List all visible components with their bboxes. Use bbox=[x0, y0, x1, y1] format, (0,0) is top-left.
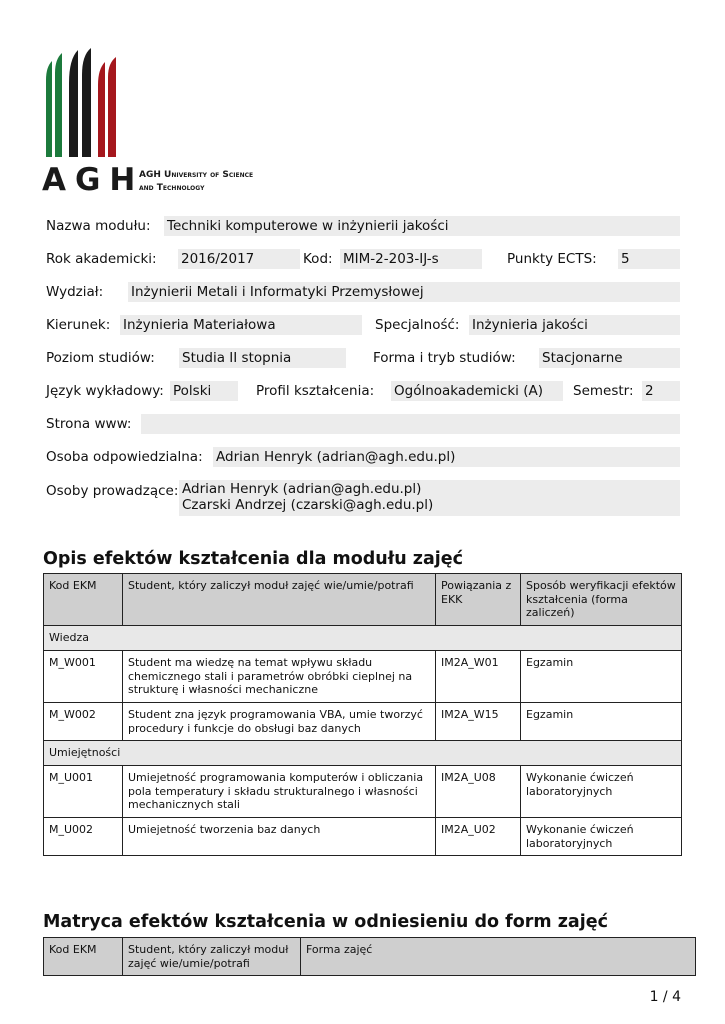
logo-university-line2: and Technology bbox=[139, 183, 205, 193]
table-row bbox=[44, 703, 682, 741]
section-label: Wiedza bbox=[44, 626, 682, 651]
academic-year-label: Rok akademicki: bbox=[46, 251, 157, 267]
academic-year-value: 2016/2017 bbox=[178, 249, 300, 269]
study-mode-label: Forma i tryb studiów: bbox=[373, 350, 516, 366]
header-cell: Student, który zaliczył moduł zajęć wie/umie/potrafi bbox=[123, 938, 301, 976]
header-cell: Sposób weryfikacji efektów kształcenia (forma zaliczeń) bbox=[521, 574, 682, 626]
study-mode-value: Stacjonarne bbox=[539, 348, 680, 368]
outcome-desc: Student zna język programowania VBA, umie tworzyć procedury i funkcje do obsługi baz danych bbox=[123, 703, 436, 741]
faculty-label: Wydział: bbox=[46, 284, 104, 300]
matrix-title: Matryca efektów kształcenia w odniesieniu do form zajęć bbox=[43, 912, 608, 932]
code-label: Kod: bbox=[303, 251, 333, 267]
section-row-skills bbox=[44, 741, 682, 766]
ects-value: 5 bbox=[618, 249, 680, 269]
outcome-code: M_W001 bbox=[44, 651, 123, 703]
agh-logo-emblem bbox=[42, 45, 132, 165]
logo-university-line1: AGH University of Science bbox=[139, 170, 254, 180]
teacher-item: Czarski Andrzej (czarski@agh.edu.pl) bbox=[182, 497, 434, 513]
outcome-link: IM2A_W15 bbox=[436, 703, 521, 741]
semester-value: 2 bbox=[642, 381, 680, 401]
language-label: Język wykładowy: bbox=[46, 383, 164, 399]
outcome-link: IM2A_U08 bbox=[436, 766, 521, 818]
study-level-value: Studia II stopnia bbox=[179, 348, 346, 368]
language-value: Polski bbox=[170, 381, 238, 401]
outcomes-table bbox=[43, 573, 682, 856]
section-label: Umiejętności bbox=[44, 741, 682, 766]
module-name-value: Techniki komputerowe w inżynierii jakości bbox=[164, 216, 680, 236]
outcome-verify: Egzamin bbox=[521, 651, 682, 703]
matrix-header-row bbox=[44, 938, 696, 976]
outcomes-title: Opis efektów kształcenia dla modułu zajęć bbox=[43, 549, 464, 569]
faculty-value: Inżynierii Metali i Informatyki Przemysłowej bbox=[128, 282, 680, 302]
teachers-value bbox=[179, 480, 680, 516]
field-value: Inżynieria Materiałowa bbox=[120, 315, 362, 335]
matrix-table bbox=[43, 937, 696, 976]
section-row-knowledge bbox=[44, 626, 682, 651]
semester-label: Semestr: bbox=[573, 383, 634, 399]
specialization-label: Specjalność: bbox=[375, 317, 460, 333]
outcome-desc: Umiejetność programowania komputerów i obliczania pola temperatury i składu strukturalnego i własności mechanicznych stali bbox=[123, 766, 436, 818]
header-cell: Powiązania z EKK bbox=[436, 574, 521, 626]
code-value: MIM-2-203-IJ-s bbox=[340, 249, 482, 269]
outcome-code: M_U002 bbox=[44, 818, 123, 856]
responsible-value: Adrian Henryk (adrian@agh.edu.pl) bbox=[213, 447, 680, 467]
teacher-item: Adrian Henryk (adrian@agh.edu.pl) bbox=[182, 481, 422, 497]
header-cell: Forma zajęć bbox=[301, 938, 696, 976]
table-row bbox=[44, 766, 682, 818]
outcome-desc: Umiejetność tworzenia baz danych bbox=[123, 818, 436, 856]
agh-logo bbox=[38, 40, 278, 200]
teachers-label: Osoby prowadzące: bbox=[46, 483, 179, 499]
website-label: Strona www: bbox=[46, 416, 132, 432]
module-name-label: Nazwa modułu: bbox=[46, 218, 151, 234]
ects-label: Punkty ECTS: bbox=[507, 251, 597, 267]
outcome-link: IM2A_U02 bbox=[436, 818, 521, 856]
outcome-desc: Student ma wiedzę na temat wpływu składu chemicznego stali i parametrów obróbki cieplnej na strukturę i własności mechaniczne bbox=[123, 651, 436, 703]
outcome-code: M_U001 bbox=[44, 766, 123, 818]
field-label: Kierunek: bbox=[46, 317, 111, 333]
specialization-value: Inżynieria jakości bbox=[469, 315, 680, 335]
header-cell: Kod EKM bbox=[44, 938, 123, 976]
profile-label: Profil kształcenia: bbox=[256, 383, 375, 399]
outcome-code: M_W002 bbox=[44, 703, 123, 741]
study-level-label: Poziom studiów: bbox=[46, 350, 155, 366]
table-row bbox=[44, 651, 682, 703]
outcomes-header-row bbox=[44, 574, 682, 626]
header-cell: Student, który zaliczył moduł zajęć wie/umie/potrafi bbox=[123, 574, 436, 626]
responsible-label: Osoba odpowiedzialna: bbox=[46, 449, 203, 465]
outcome-verify: Egzamin bbox=[521, 703, 682, 741]
header-cell: Kod EKM bbox=[44, 574, 123, 626]
outcome-verify: Wykonanie ćwiczeń laboratoryjnych bbox=[521, 766, 682, 818]
outcome-verify: Wykonanie ćwiczeń laboratoryjnych bbox=[521, 818, 682, 856]
table-row bbox=[44, 818, 682, 856]
page-number: 1 / 4 bbox=[649, 989, 681, 1005]
outcome-link: IM2A_W01 bbox=[436, 651, 521, 703]
logo-letters: AGH bbox=[42, 162, 145, 198]
profile-value: Ogólnoakademicki (A) bbox=[391, 381, 563, 401]
website-value bbox=[141, 414, 680, 434]
